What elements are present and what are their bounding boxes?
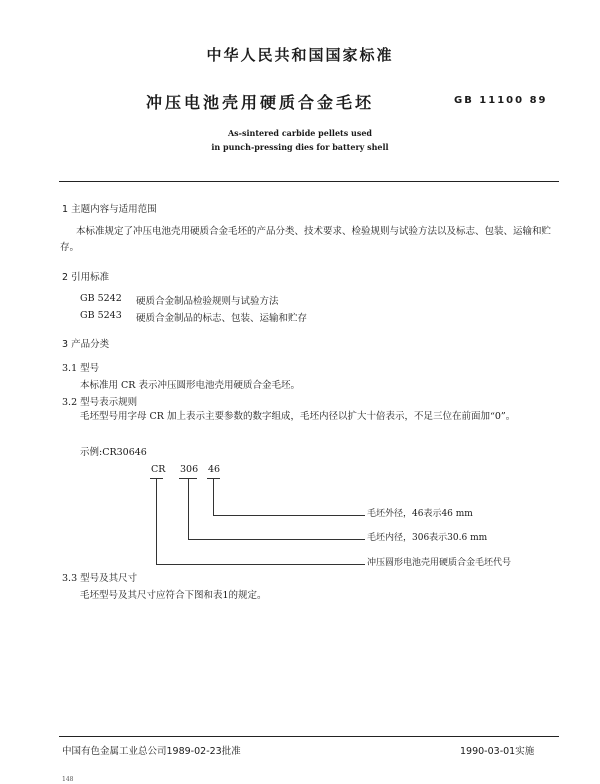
section-3-3-heading: 3.3 型号及其尺寸: [62, 573, 138, 584]
document-title: 冲压电池壳用硬质合金毛坯: [146, 93, 375, 112]
code-part-cr: CR: [151, 464, 166, 475]
section-1-text: 本标准规定了冲压电池壳用硬质合金毛坯的产品分类、技术要求、检验规则与试验方法以及标志、包装、运输和贮存。: [60, 226, 552, 253]
section-3-heading: 3 产品分类: [62, 339, 110, 350]
standard-title: 中华人民共和国国家标准: [206, 46, 394, 64]
leader-306-horizontal: [188, 539, 365, 540]
footer-rule: [59, 736, 559, 737]
implementation-date: 1990-03-01实施: [460, 746, 535, 757]
section-3-2-text: 毛坯型号用字母 CR 加上表示主要参数的数字组成，毛坯内径以扩大十倍表示，不足三位在前面加“0”。: [80, 411, 516, 422]
english-title-line-1: As-sintered carbide pellets used: [227, 128, 373, 138]
section-2-heading: 2 引用标准: [62, 272, 110, 283]
approval-line: 中国有色金属工业总公司1989-02-23批准: [62, 746, 241, 757]
section-1-heading: 1 主题内容与适用范围: [62, 204, 157, 215]
leader-cr-vertical: [156, 478, 157, 565]
section-3-3-text: 毛坯型号及其尺寸应符合下图和表1的规定。: [80, 590, 267, 601]
leader-46-horizontal: [213, 515, 365, 516]
label-outer-diameter: 毛坯外径，46表示46 mm: [367, 509, 473, 519]
label-inner-diameter: 毛坯内径，306表示30.6 mm: [367, 533, 488, 543]
code-part-46: 46: [208, 464, 221, 475]
header-rule: [59, 181, 559, 182]
section-3-2-heading: 3.2 型号表示规则: [62, 397, 138, 408]
standard-number: GB 11100 89: [454, 95, 548, 106]
leader-cr-horizontal: [156, 564, 365, 565]
example-code: 示例:CR30646: [80, 447, 147, 458]
reference-code-1: GB 5242: [80, 293, 122, 304]
section-3-1-text: 本标准用 CR 表示冲压圆形电池壳用硬质合金毛坯。: [80, 380, 300, 391]
leader-306-vertical: [188, 478, 189, 540]
leader-46-vertical: [213, 478, 214, 516]
reference-title-2: 硬质合金制品的标志、包装、运输和贮存: [136, 313, 308, 324]
reference-code-2: GB 5243: [80, 310, 122, 321]
label-product-code: 冲压圆形电池壳用硬质合金毛坯代号: [367, 558, 512, 568]
code-part-306: 306: [180, 464, 199, 475]
english-title-line-2: in punch-pressing dies for battery shell: [211, 142, 389, 152]
page-number: 148: [62, 776, 74, 783]
section-3-1-heading: 3.1 型号: [62, 363, 100, 374]
reference-title-1: 硬质合金制品检验规则与试验方法: [136, 296, 279, 307]
